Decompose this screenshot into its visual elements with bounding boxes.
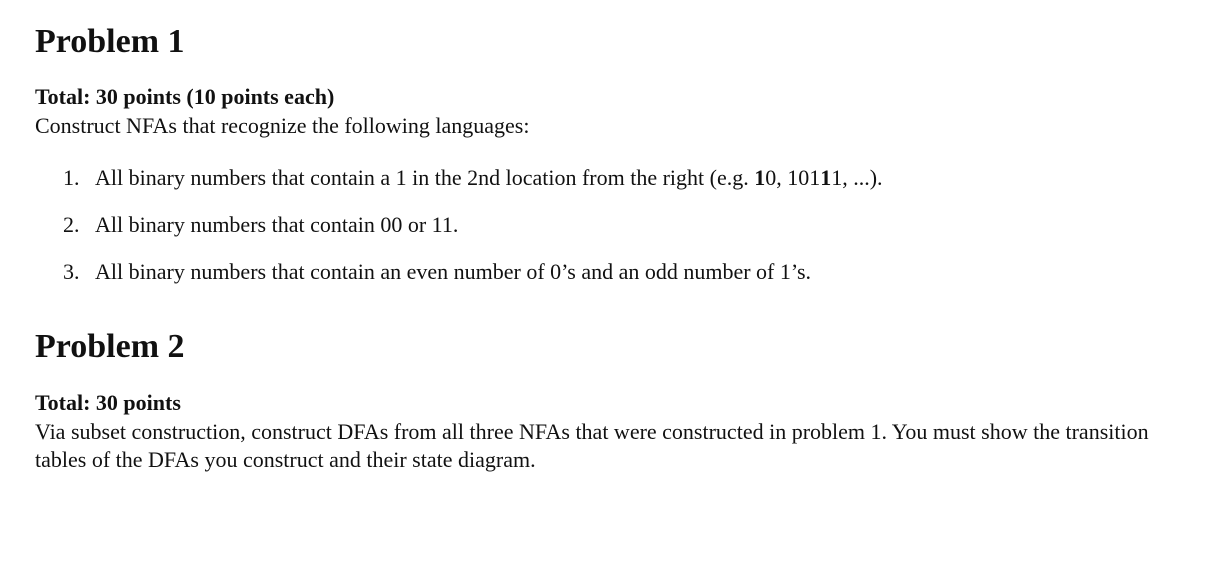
problem-1-item-1	[63, 164, 883, 192]
problem-1-points: Total: 30 points (10 points each)	[35, 84, 335, 109]
example-separator: ,	[776, 165, 788, 190]
item-number: 2.	[63, 212, 80, 237]
problem-2-title: Problem 2	[35, 328, 185, 365]
problem-2-points: Total: 30 points	[35, 390, 181, 415]
example-2-bold-digit: 1	[820, 165, 832, 190]
item-text: All binary numbers that contain 00 or 11.	[95, 212, 459, 237]
item-number: 1.	[63, 165, 80, 190]
item-text: All binary numbers that contain an even number of 0’s and an odd number of 1’s.	[95, 259, 812, 284]
example-1-rest: 0	[765, 165, 777, 190]
item-text-before: All binary numbers that contain a 1 in the 2nd location from the right (e.g.	[95, 165, 755, 190]
problem-1-intro: Construct NFAs that recognize the following languages:	[35, 113, 530, 138]
problem-1-item-2	[63, 211, 458, 239]
example-2-prefix: 101	[787, 165, 821, 190]
item-number: 3.	[63, 259, 80, 284]
example-2-rest: 1	[831, 165, 843, 190]
problem-1-item-3	[63, 258, 811, 286]
problem-1-title: Problem 1	[35, 23, 185, 60]
item-text-after: , ...).	[842, 165, 883, 190]
example-1-bold-digit: 1	[754, 165, 766, 190]
problem-2-body: Via subset construction, construct DFAs from all three NFAs that were constructed in problem 1. You must show the transition tables of the DFAs you construct and their state diagram.	[35, 419, 1149, 472]
